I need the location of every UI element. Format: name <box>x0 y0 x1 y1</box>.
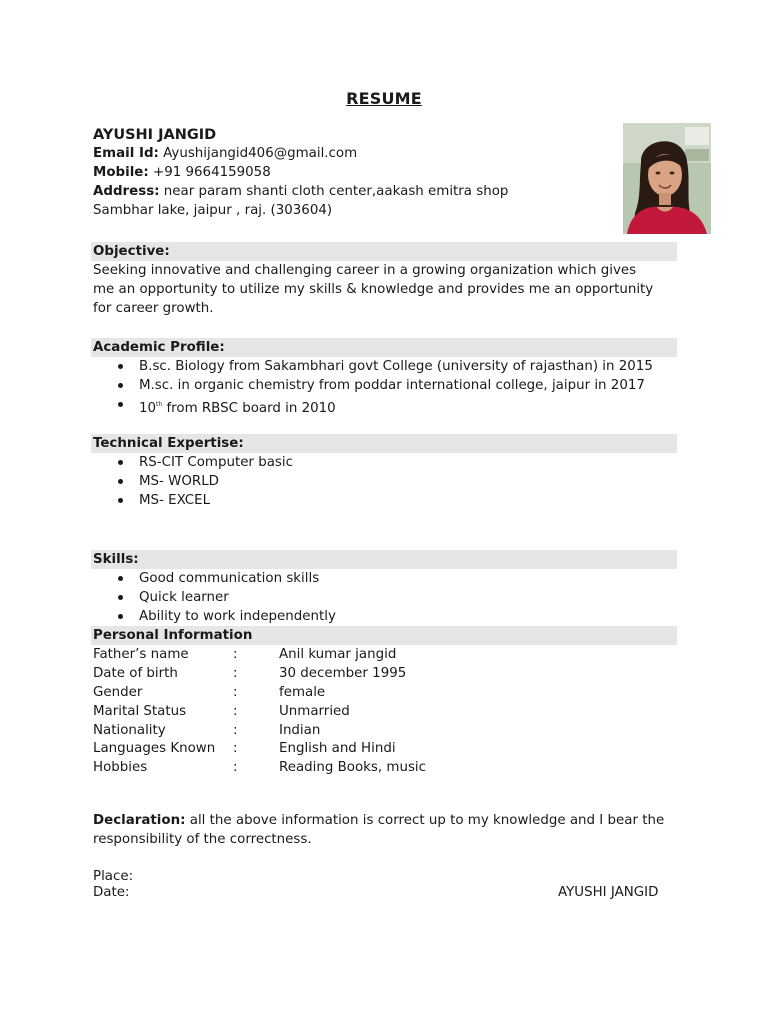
mobile-line <box>93 165 271 180</box>
page-title: RESUME <box>346 89 422 108</box>
personal-label: Languages Known <box>93 741 216 756</box>
skills-heading-bar <box>91 550 677 569</box>
objective-line: Seeking innovative and challenging career in a growing organization which gives <box>93 263 637 278</box>
email-line <box>93 146 357 161</box>
tenth-text: from RBSC board in 2010 <box>162 401 336 416</box>
academic-list <box>93 357 653 414</box>
academic-heading-bar <box>91 338 677 357</box>
personal-value: Anil kumar jangid <box>279 647 397 662</box>
profile-photo <box>623 123 711 234</box>
technical-heading: Technical Expertise: <box>93 436 244 451</box>
list-item: MS- EXCEL <box>93 491 293 510</box>
address-value-2: Sambhar lake, jaipur , raj. (303604) <box>93 203 333 218</box>
objective-line: for career growth. <box>93 301 214 316</box>
personal-label: Gender <box>93 685 143 700</box>
personal-colon: : <box>233 647 238 662</box>
personal-value: Indian <box>279 723 321 738</box>
personal-colon: : <box>233 760 238 775</box>
personal-value: 30 december 1995 <box>279 666 407 681</box>
list-item: Ability to work independently <box>93 607 336 626</box>
signature-name: AYUSHI JANGID <box>558 885 659 900</box>
address-line <box>93 184 508 199</box>
personal-value: Reading Books, music <box>279 760 427 775</box>
mobile-value: +91 9664159058 <box>153 165 271 180</box>
technical-heading-bar <box>91 434 677 453</box>
date-label: Date: <box>93 885 130 900</box>
declaration-text-1: all the above information is correct up to my knowledge and I bear the <box>189 813 665 828</box>
personal-label: Hobbies <box>93 760 148 775</box>
list-item: Quick learner <box>93 588 336 607</box>
personal-colon: : <box>233 723 238 738</box>
declaration-text-2: responsibility of the correctness. <box>93 832 312 847</box>
list-item: Good communication skills <box>93 569 336 588</box>
list-item: B.sc. Biology from Sakambhari govt College (university of rajasthan) in 2015 <box>93 357 653 376</box>
tenth-prefix: 10 <box>139 401 157 416</box>
list-item: MS- WORLD <box>93 472 293 491</box>
objective-heading: Objective: <box>93 244 170 259</box>
personal-heading-bar <box>91 626 677 645</box>
email-label: Email Id: <box>93 146 159 161</box>
objective-heading-bar <box>91 242 677 261</box>
list-item <box>93 395 653 414</box>
email-value: Ayushijangid406@gmail.com <box>163 146 358 161</box>
personal-value: female <box>279 685 326 700</box>
list-item: RS-CIT Computer basic <box>93 453 293 472</box>
declaration-line-1 <box>93 813 664 828</box>
objective-text <box>93 261 683 318</box>
candidate-name: AYUSHI JANGID <box>93 127 217 143</box>
personal-colon: : <box>233 685 238 700</box>
personal-value: Unmarried <box>279 704 350 719</box>
mobile-label: Mobile: <box>93 165 149 180</box>
personal-label: Marital Status <box>93 704 187 719</box>
personal-label: Father’s name <box>93 647 189 662</box>
skills-heading: Skills: <box>93 552 139 567</box>
academic-heading: Academic Profile: <box>93 340 225 355</box>
place-label: Place: <box>93 869 134 884</box>
objective-line: me an opportunity to utilize my skills & knowledge and provides me an opportunity <box>93 282 654 297</box>
personal-heading: Personal Information <box>93 628 253 643</box>
personal-label: Nationality <box>93 723 166 738</box>
personal-value: English and Hindi <box>279 741 396 756</box>
technical-list <box>93 453 293 510</box>
personal-colon: : <box>233 666 238 681</box>
address-value-1: near param shanti cloth center,aakash emitra shop <box>163 184 509 199</box>
list-item: M.sc. in organic chemistry from poddar international college, jaipur in 2017 <box>93 376 653 395</box>
personal-colon: : <box>233 704 238 719</box>
tenth-superscript: th <box>156 401 163 408</box>
personal-label: Date of birth <box>93 666 178 681</box>
address-label: Address: <box>93 184 160 199</box>
skills-list <box>93 569 336 626</box>
declaration-label: Declaration: <box>93 813 186 828</box>
personal-colon: : <box>233 741 238 756</box>
